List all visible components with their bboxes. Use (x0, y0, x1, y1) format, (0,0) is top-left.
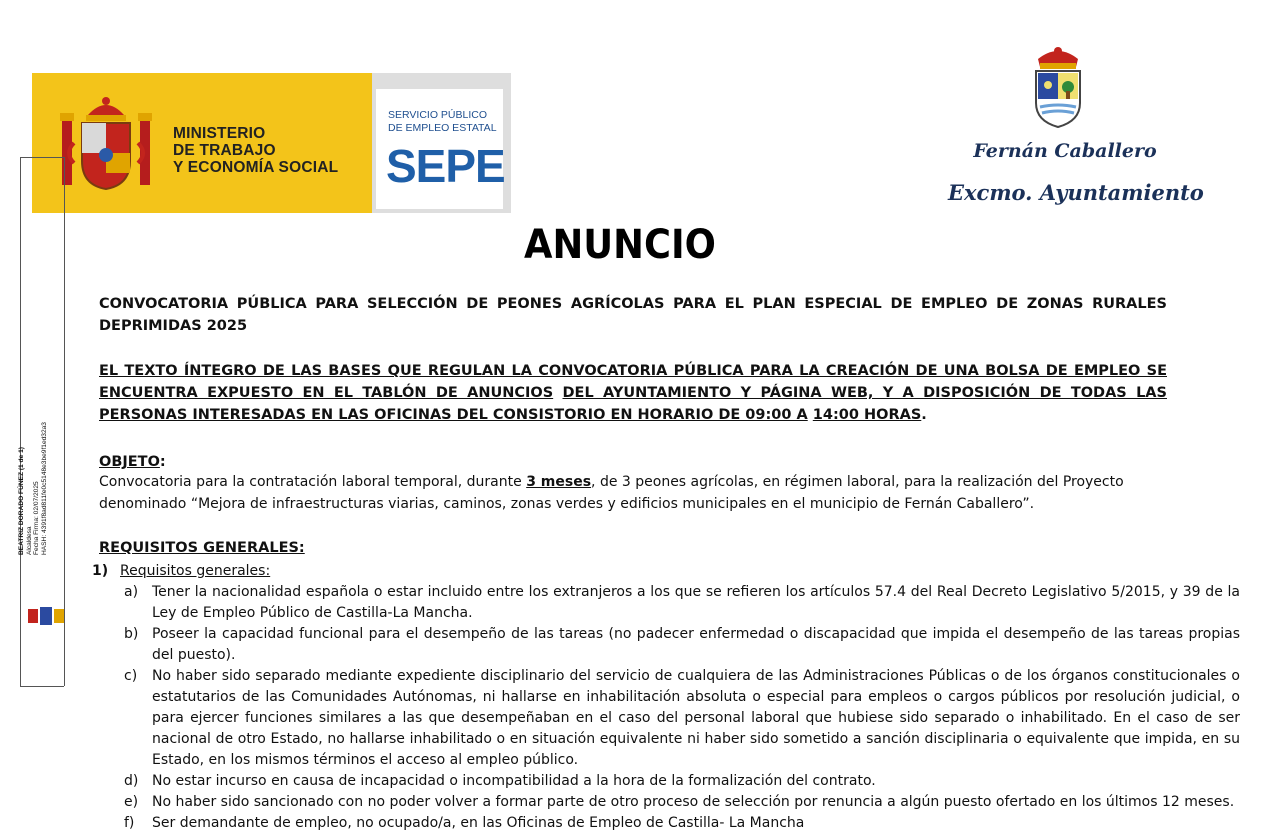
sepe-logo-text: SEPE (386, 140, 505, 192)
list-item (124, 792, 1240, 813)
town-council-label: Excmo. Ayuntamiento (948, 180, 1204, 205)
ministry-name (173, 125, 338, 176)
stamp-line: Alcaldesa (25, 526, 33, 555)
sepe-logo-card (376, 89, 503, 209)
ministry-line: MINISTERIO (173, 125, 266, 142)
notice-hours: 14:00 HORAS (812, 407, 922, 423)
item-letter: f) (124, 815, 135, 831)
list-item (124, 582, 1240, 624)
sepe-subtitle-line: DE EMPLEO ESTATAL (388, 122, 497, 134)
page-title: ANUNCIO (524, 222, 716, 268)
stamp-line: BEATRIZ DORADO FÚNEZ (1 de 1) (18, 447, 25, 555)
item-text: No haber sido sancionado con no poder volver a formar parte de otro proceso de selección por renuncia a algún puesto ofertado en los últimos 12 meses. (152, 794, 1235, 810)
objeto-title (99, 451, 166, 470)
sub-number: 1) (92, 563, 109, 579)
stamp-border (20, 686, 64, 687)
stamp-border (20, 157, 64, 158)
objeto-text-before: Convocatoria para la contratación laboral temporal, durante (99, 474, 527, 490)
town-name: Fernán Caballero (973, 140, 1157, 162)
notice-space (553, 385, 562, 401)
notice-text: DEL AYUNTAMIENTO Y PÁGINA WEB, Y A DISPOSICIÓN DE TODAS LAS PERSONAS INTERESADAS EN LAS OFICINAS DEL CONSISTORIO EN HORARIO DE 09:00 A (99, 385, 1167, 423)
stamp-line: Fecha Firma: 02/07/2025 (33, 481, 41, 555)
objeto-text-after: , de 3 peones agrícolas, en régimen laboral, para la realización del Proyecto denominado “Mejora de infraestructuras viarias, caminos, zonas verdes y edificios municipales en el municipio de Fernán Caballero”. (99, 474, 1124, 512)
notice-text: EL TEXTO ÍNTEGRO DE LAS BASES QUE REGULAN LA CONVOCATORIA PÚBLICA PARA LA CREACIÓN DE UNA BOLSA DE EMPLEO SE ENCUENTRA EXPUESTO EN EL TABLÓN DE ANUNCIOS (99, 363, 1167, 401)
town-shield-icon (1030, 45, 1086, 129)
section-colon: : (159, 454, 166, 470)
section-title: OBJETO (99, 454, 160, 470)
notice-paragraph (99, 360, 1167, 426)
item-letter: b) (124, 626, 139, 642)
sepe-subtitle (388, 109, 497, 135)
requirements-list (124, 582, 1240, 834)
requisitos-title: REQUISITOS GENERALES: (99, 540, 305, 556)
signature-stamp (18, 422, 48, 555)
ministry-line: DE TRABAJO (173, 142, 276, 159)
item-text: Poseer la capacidad funcional para el desempeño de las tareas (no padecer enfermedad o discapacidad que impida el desempeño de las tareas propias del puesto). (152, 626, 1240, 663)
sepe-logo-banner (372, 73, 511, 213)
objeto-duration: 3 meses (526, 474, 592, 490)
sub-label: Requisitos generales: (120, 563, 271, 579)
objeto-text (99, 471, 1214, 515)
item-letter: e) (124, 794, 139, 810)
item-text: Tener la nacionalidad española o estar incluido entre los extranjeros a los que se refieren los artículos 57.4 del Real Decreto Legislativo 5/2015, y 39 de la Ley de Empleo Público de Castilla-La Mancha. (152, 584, 1240, 621)
stamp-shield-icon (27, 605, 65, 629)
notice-period: . (921, 407, 927, 423)
ministry-logo-banner (32, 73, 372, 213)
list-item (124, 771, 1240, 792)
item-text: No estar incurso en causa de incapacidad o incompatibilidad a la hora de la formalización del contrato. (152, 773, 876, 789)
requisitos-subheading (92, 561, 270, 581)
item-text: Ser demandante de empleo, no ocupado/a, en las Oficinas de Empleo de Castilla- La Mancha (152, 815, 805, 831)
item-letter: c) (124, 668, 138, 684)
list-item (124, 666, 1240, 771)
item-letter: a) (124, 584, 139, 600)
list-item (124, 624, 1240, 666)
item-text: No haber sido separado mediante expediente disciplinario del servicio de cualquiera de las Administraciones Públicas o de los órganos constitucionales o estatutarios de las Comunidades Autónomas, ni hallarse en inhabilitación absoluta o especial para empleos o cargos públicos por resolución judicial, o para ejercer funciones similares a las que desempeñaban en el caso del personal laboral que hubiese sido separado o inhabilitado. En el caso de ser nacional de otro Estado, no hallarse inhabilitado o en situación equivalente ni haber sido sometido a sanción disciplinaria o equivalente que impida, en su Estado, en los mismos términos el acceso al empleo público. (152, 668, 1240, 768)
list-item (124, 813, 1240, 834)
sepe-subtitle-line: SERVICIO PÚBLICO (388, 109, 488, 121)
stamp-line: HASH: 4391f8ad811fe0c5148e3be9f1ed32a3 (40, 422, 48, 555)
item-letter: d) (124, 773, 139, 789)
announcement-heading: CONVOCATORIA PÚBLICA PARA SELECCIÓN DE PEONES AGRÍCOLAS PARA EL PLAN ESPECIAL DE EMPLEO DE ZONAS RURALES DEPRIMIDAS 2025 (99, 296, 1167, 334)
spain-coat-of-arms-icon (58, 93, 154, 193)
ministry-line: Y ECONOMÍA SOCIAL (173, 159, 339, 176)
